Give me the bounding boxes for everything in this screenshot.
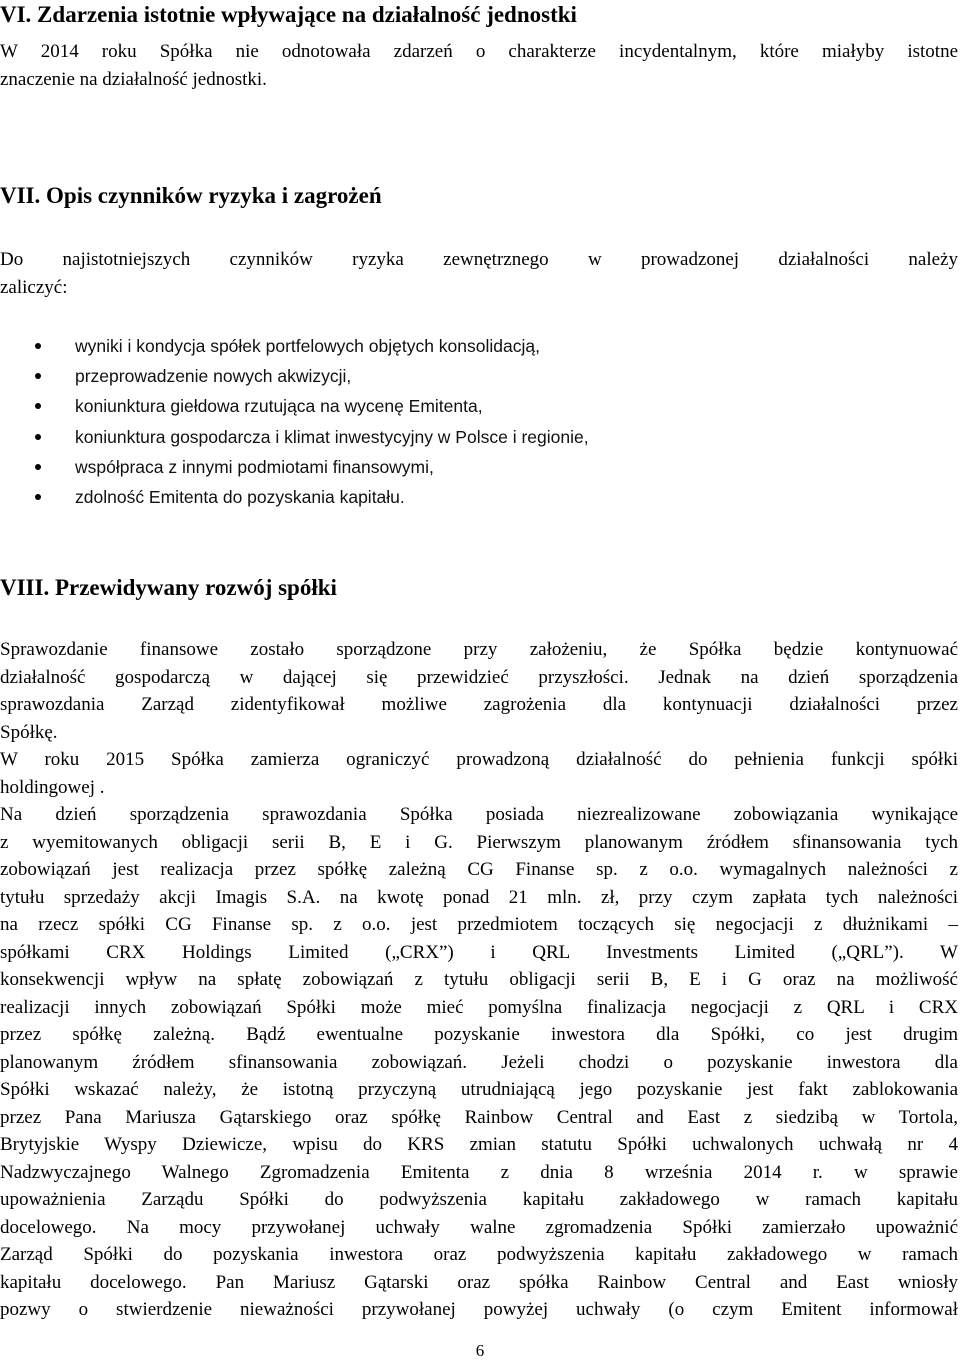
paragraph-line: Brytyjskie Wyspy Dziewicze, wpisu do KRS zmian statutu Spółki uchwalonych uchwałą nr 4: [0, 1134, 958, 1155]
paragraph-line: zaliczyć:: [0, 276, 68, 298]
paragraph-line: na rzecz spółki CG Finanse sp. z o.o. jest przedmiotem toczących się negocjacji z dłużnikami –: [0, 914, 958, 935]
list-item: [0, 361, 589, 391]
paragraph-line: Nadzwyczajnego Walnego Zgromadzenia Emitenta z dnia 8 września 2014 r. w sprawie: [0, 1161, 958, 1183]
paragraph-line: konsekwencji wpływ na spłatę zobowiązań z tytułu obligacji serii B, E i G oraz na możliwość: [0, 969, 958, 990]
paragraph-line: Zarząd Spółki do pozyskania inwestora oraz podwyższenia kapitału zakładowego w ramach: [0, 1244, 958, 1265]
list-item: [0, 482, 589, 512]
section-6-heading: VI. Zdarzenia istotnie wpływające na działalność jednostki: [0, 2, 577, 27]
bullet-icon: [35, 373, 41, 379]
paragraph-line: Spółkę.: [0, 721, 58, 743]
list-item: [0, 331, 589, 361]
page-number: 6: [475, 1341, 485, 1360]
paragraph-line: pozwy o stwierdzenie nieważności przywołanej powyżej uchwały (o czym Emitent informował: [0, 1299, 958, 1320]
paragraph-line: znaczenie na działalność jednostki.: [0, 68, 267, 90]
section-8-paragraph: [0, 636, 958, 1324]
paragraph-line: sprawozdania Zarząd zidentyfikował możliwe zagrożenia dla kontynuacji działalności przez: [0, 694, 958, 715]
list-item: [0, 422, 589, 452]
risk-factors-list: [0, 331, 589, 512]
paragraph-line: kapitału docelowego. Pan Mariusz Gątarski oraz spółka Rainbow Central and East wniosły: [0, 1271, 958, 1293]
paragraph-line: przez spółkę zależną. Bądź ewentualne pozyskanie inwestora dla Spółki, co jest drugim: [0, 1024, 958, 1045]
paragraph-line: W roku 2015 Spółka zamierza ograniczyć prowadzoną działalność do pełnienia funkcji spółki: [0, 749, 958, 770]
paragraph-line: zobowiązań jest realizacja przez spółkę zależną CG Finanse sp. z o.o. wymagalnych należności z: [0, 859, 958, 880]
paragraph-line: upoważnienia Zarządu Spółki do podwyższenia kapitału zakładowego w ramach kapitału: [0, 1189, 958, 1210]
paragraph-line: Sprawozdanie finansowe zostało sporządzone przy założeniu, że Spółka będzie kontynuować: [0, 639, 958, 660]
list-item: [0, 452, 589, 482]
section-7-intro: [0, 246, 958, 301]
list-item-text: koniunktura giełdowa rzutująca na wycenę Emitenta,: [75, 396, 483, 417]
paragraph-line: holdingowej .: [0, 776, 105, 798]
section-8-heading: VIII. Przewidywany rozwój spółki: [0, 575, 337, 600]
list-item-text: wyniki i kondycja spółek portfelowych objętych konsolidacją,: [75, 336, 540, 356]
list-item-text: współpraca z innymi podmiotami finansowymi,: [75, 456, 434, 477]
bullet-icon: [35, 494, 41, 500]
section-7-heading: VII. Opis czynników ryzyka i zagrożeń: [0, 183, 382, 208]
paragraph-line: W 2014 roku Spółka nie odnotowała zdarzeń o charakterze incydentalnym, które miałyby istotne: [0, 41, 958, 62]
list-item-text: przeprowadzenie nowych akwizycji,: [75, 366, 352, 387]
bullet-icon: [35, 464, 41, 470]
list-item: [0, 391, 589, 421]
paragraph-line: realizacji innych zobowiązań Spółki może mieć pomyślna finalizacja negocjacji z QRL i CRX: [0, 996, 958, 1018]
list-item-text: zdolność Emitenta do pozyskania kapitału.: [75, 486, 405, 507]
paragraph-line: Do najistotniejszych czynników ryzyka zewnętrznego w prowadzonej działalności należy: [0, 249, 958, 270]
paragraph-line: Na dzień sporządzenia sprawozdania Spółka posiada niezrealizowane zobowiązania wynikające: [0, 804, 958, 825]
section-6-paragraph: [0, 38, 958, 93]
paragraph-line: spółkami CRX Holdings Limited („CRX”) i QRL Investments Limited („QRL”). W: [0, 941, 958, 963]
paragraph-line: planowanym źródłem sfinansowania zobowiązań. Jeżeli chodzi o pozyskanie inwestora dla: [0, 1051, 958, 1073]
paragraph-line: z wyemitowanych obligacji serii B, E i G. Pierwszym planowanym źródłem sfinansowania tych: [0, 831, 958, 853]
bullet-icon: [35, 343, 41, 349]
paragraph-line: działalność gospodarczą w dającej się przewidzieć przyszłości. Jednak na dzień sporządzenia: [0, 666, 958, 688]
bullet-icon: [35, 403, 41, 409]
paragraph-line: docelowego. Na mocy przywołanej uchwały walne zgromadzenia Spółki zamierzało upoważnić: [0, 1216, 958, 1238]
paragraph-line: przez Pana Mariusza Gątarskiego oraz spółkę Rainbow Central and East z siedzibą w Tortola,: [0, 1106, 958, 1128]
list-item-text: koniunktura gospodarcza i klimat inwestycyjny w Polsce i regionie,: [75, 426, 589, 447]
bullet-icon: [35, 434, 41, 440]
paragraph-line: tytułu sprzedaży akcji Imagis S.A. na kwotę ponad 21 mln. zł, przy czym zapłata tych należności: [0, 886, 958, 908]
paragraph-line: Spółki wskazać należy, że istotną przyczyną utrudniającą jego pozyskanie jest fakt zablokowania: [0, 1079, 958, 1100]
